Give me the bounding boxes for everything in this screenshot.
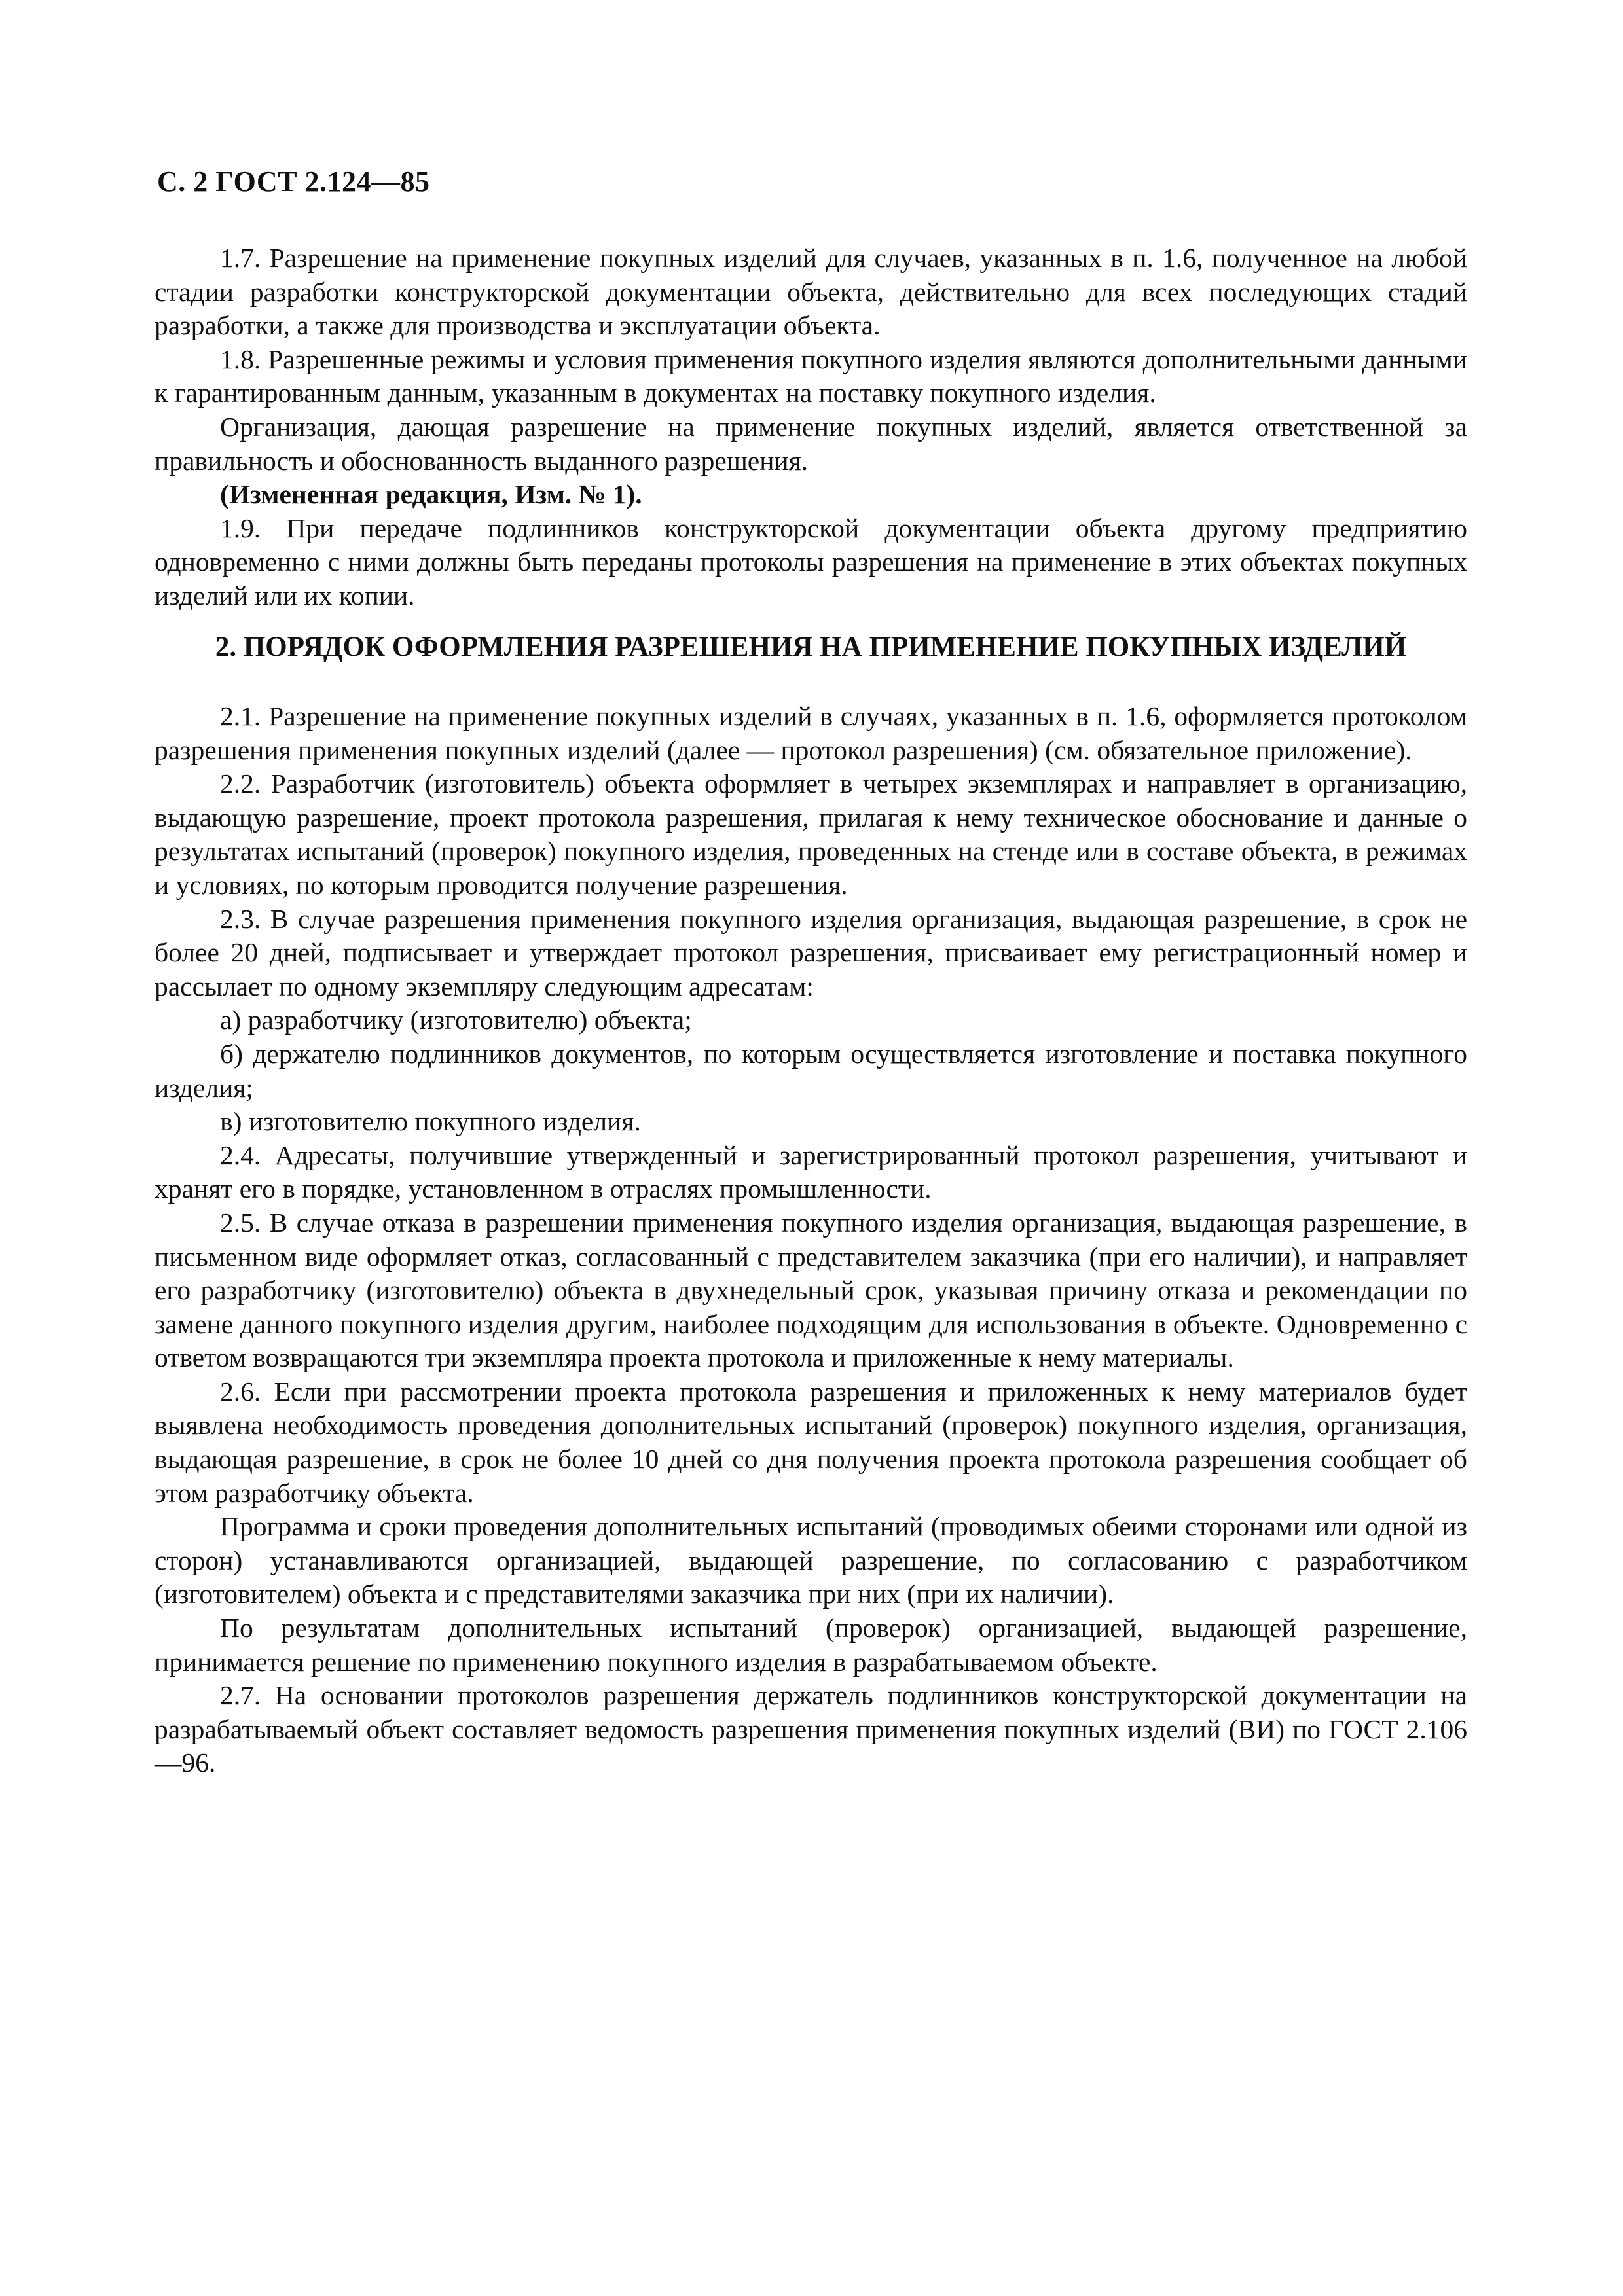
paragraph-2-6-program: Программа и сроки проведения дополнительных испытаний (проводимых обеими сторонами или одной из сторон) устанавливаются организацией, выдающей разрешение, по согласованию с разработчиком (изготовителем) объекта и с представителями заказчика при них (при их наличии). [155, 1511, 1467, 1609]
paragraph-2-5: 2.5. В случае отказа в разрешении применения покупного изделия организация, выдающая разрешение, в письменном виде оформляет отказ, согласованный с представителем заказчика (при его наличии), и направляет его разработчику (изготовителю) объекта в двухнедельный срок, указывая причину отказа и рекомендации по замене данного покупного изделия другим, наиболее подходящим для использования в объекте. Одновременно с ответом возвращаются три экземпляра проекта протокола и приложенные к нему материалы. [155, 1207, 1467, 1373]
paragraph-2-4: 2.4. Адресаты, получившие утвержденный и зарегистрированный протокол разрешения, учитывают и хранят его в порядке, установленном в отраслях промышленности. [155, 1139, 1467, 1204]
page-header: С. 2 ГОСТ 2.124—85 [157, 166, 430, 198]
list-item-a: а) разработчику (изготовителю) объекта; [220, 1005, 692, 1035]
paragraph-1-8-responsibility: Организация, дающая разрешение на применение покупных изделий, является ответственной за правильность и обоснованность выданного разрешения. [155, 411, 1467, 476]
paragraph-2-6-results: По результатам дополнительных испытаний (проверок) организацией, выдающей разрешение, принимается решение по применению покупного изделия в разрабатываемом объекте. [155, 1613, 1467, 1677]
list-item-v: в) изготовителю покупного изделия. [220, 1106, 641, 1137]
paragraph-2-3: 2.3. В случае разрешения применения покупного изделия организация, выдающая разрешение, в срок не более 20 дней, подписывает и утверждает протокол разрешения, присваивает ему регистрационный номер и рассылает по одному экземпляру следующим адресатам: [155, 903, 1467, 1001]
paragraph-2-7: 2.7. На основании протоколов разрешения держатель подлинников конструкторской документации на разрабатываемый объект составляет ведомость разрешения применения покупных изделий (ВИ) по ГОСТ 2.106—96. [155, 1680, 1467, 1778]
paragraph-2-6: 2.6. Если при рассмотрении проекта протокола разрешения и приложенных к нему материалов будет выявлена необходимость проведения дополнительных испытаний (проверок) покупного изделия, организация, выдающая разрешение, в срок не более 10 дней со дня получения проекта протокола разрешения сообщает об этом разработчику объекта. [155, 1376, 1467, 1508]
list-item-b: б) держателю подлинников документов, по которым осуществляется изготовление и поставка покупного изделия; [155, 1038, 1467, 1103]
amendment-note: (Измененная редакция, Изм. № 1). [220, 479, 642, 510]
paragraph-1-9: 1.9. При передаче подлинников конструкторской документации объекта другому предприятию одновременно с ними должны быть переданы протоколы разрешения на применение в этих объектах покупных изделий или их копии. [155, 512, 1467, 611]
section-2-body [155, 700, 1467, 1780]
paragraph-1-8: 1.8. Разрешенные режимы и условия применения покупного изделия являются дополнительными данными к гарантированным данным, указанным в документах на поставку покупного изделия. [155, 344, 1467, 408]
section-1-continuation [155, 242, 1467, 613]
section-2-title: 2. ПОРЯДОК ОФОРМЛЕНИЯ РАЗРЕШЕНИЯ НА ПРИМЕНЕНИЕ ПОКУПНЫХ ИЗДЕЛИЙ [215, 632, 1407, 662]
paragraph-2-1: 2.1. Разрешение на применение покупных изделий в случаях, указанных в п. 1.6, оформляется протоколом разрешения применения покупных изделий (далее — протокол разрешения) (см. обязательное приложение). [155, 701, 1467, 765]
paragraph-2-2: 2.2. Разработчик (изготовитель) объекта оформляет в четырех экземплярах и направляет в организацию, выдающую разрешение, проект протокола разрешения, прилагая к нему техническое обоснование и данные о результатах испытаний (проверок) покупного изделия, проведенных на стенде или в составе объекта, в режимах и условиях, по которым проводится получение разрешения. [155, 768, 1467, 900]
paragraph-1-7: 1.7. Разрешение на применение покупных изделий для случаев, указанных в п. 1.6, полученное на любой стадии разработки конструкторской документации объекта, действительно для всех последующих стадий разработки, а также для производства и эксплуатации объекта. [155, 243, 1467, 341]
